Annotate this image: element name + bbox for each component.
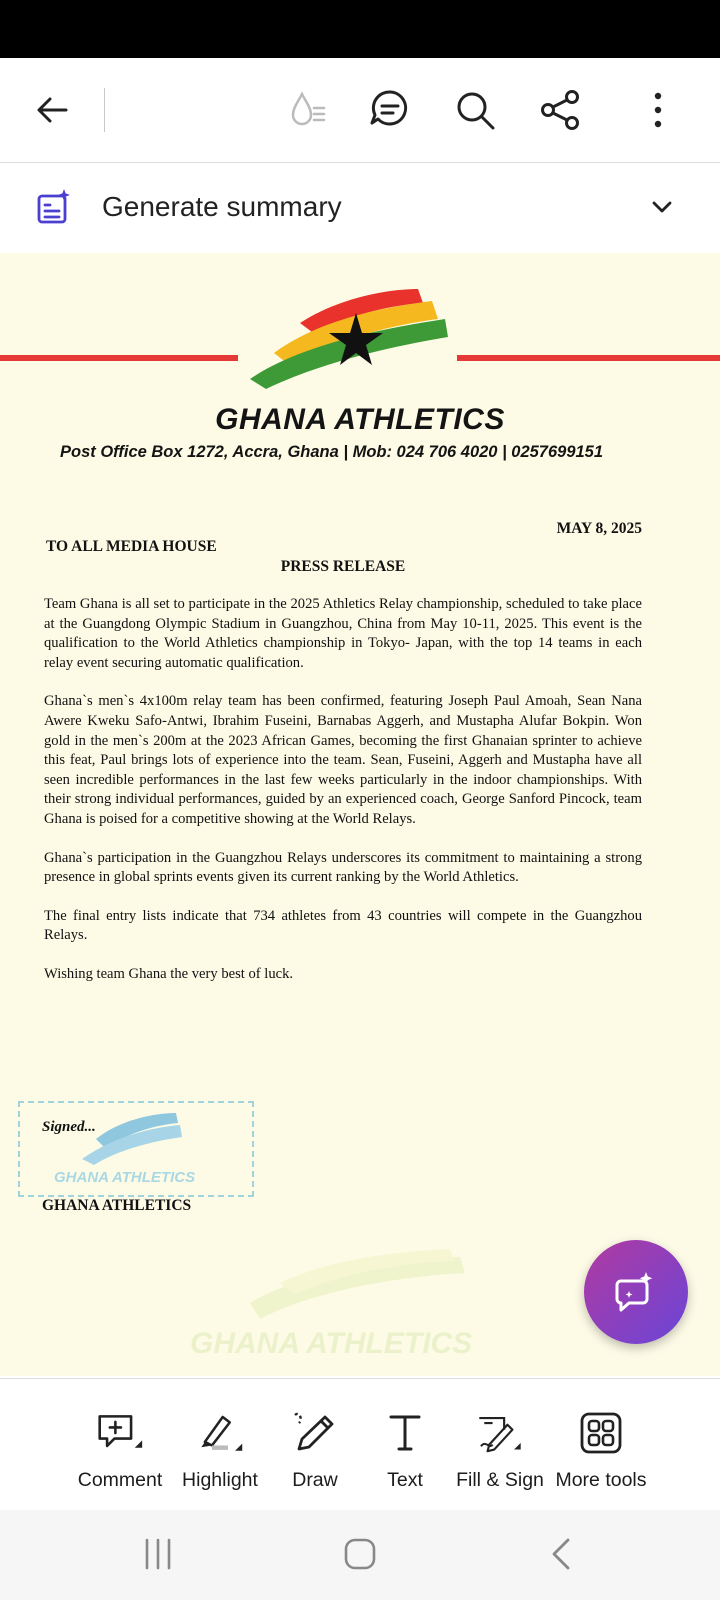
share-button[interactable] <box>530 80 590 140</box>
body-paragraph: The final entry lists indicate that 734 athletes from 43 countries will compete in the Guangzhou Relays. <box>44 907 642 944</box>
text-icon <box>385 1411 425 1455</box>
ai-assistant-button[interactable] <box>584 1240 688 1344</box>
more-tools-label: More tools <box>555 1469 647 1491</box>
body-paragraph: Wishing team Ghana the very best of luck. <box>44 965 294 982</box>
comments-button[interactable] <box>360 80 420 140</box>
letterhead-address: Post Office Box 1272, Accra, Ghana | Mob: 024 706 4020 | 0257699151 <box>60 443 604 461</box>
text-tool[interactable] <box>370 1379 440 1511</box>
comment-tool[interactable] <box>72 1379 168 1511</box>
ai-summary-icon <box>34 187 74 227</box>
comment-add-icon <box>96 1409 144 1457</box>
fill-sign-tool-label: Fill & Sign <box>456 1469 544 1491</box>
recent-apps-icon[interactable] <box>140 1536 176 1572</box>
share-icon <box>538 88 582 132</box>
bottom-tools-bar <box>0 1378 720 1511</box>
watermark-logo <box>160 1243 600 1363</box>
fill-sign-icon <box>476 1409 524 1457</box>
more-options-button[interactable] <box>628 80 688 140</box>
official-stamp <box>18 1101 254 1197</box>
ghana-athletics-logo <box>0 283 720 403</box>
system-navigation-bar <box>0 1510 720 1600</box>
body-paragraph: Ghana`s participation in the Guangzhou Relays underscores its commitment to maintaining a strong presence in global sprints events given its current ranking by the World Athletics. <box>44 849 642 886</box>
chevron-down-icon[interactable] <box>648 193 676 221</box>
top-toolbar <box>0 58 720 163</box>
toolbar-divider <box>104 88 105 132</box>
grid-icon <box>578 1410 624 1456</box>
watermark-graphic <box>160 1243 600 1333</box>
document-date: MAY 8, 2025 <box>556 520 642 537</box>
highlight-tool[interactable] <box>172 1379 268 1511</box>
text-tool-label: Text <box>387 1469 423 1491</box>
pencil-icon <box>291 1409 339 1457</box>
highlighter-icon <box>196 1409 244 1457</box>
document-body <box>44 595 642 1004</box>
stamp-text: GHANA ATHLETICS <box>54 1169 196 1186</box>
more-tools-button[interactable] <box>548 1379 654 1511</box>
arrow-left-icon <box>32 90 72 130</box>
draw-tool[interactable] <box>278 1379 352 1511</box>
body-paragraph: Ghana`s men`s 4x100m relay team has been confirmed, featuring Joseph Paul Amoah, Sean Nana Awere Kweku Safo-Antwi, Ibrahim Fuseini, Barnabas Aggerh, and Mustapha Alufar Bokpin. Won gold in the men`s 200m at the 2023 African Games, becoming the first Ghanaian sprinter to achieve this feat, Paul brings lots of experience into the team. Sean, Fuseini, Aggerh and Mustapha have all seen incredible performances in the last few weeks particularly in the indoor championships. With their strong individual performances, guided by an experienced coach, George Sanford Pincock, team Ghana is poised for a competitive showing at the World Relays. <box>44 693 642 827</box>
back-button[interactable] <box>22 80 82 140</box>
search-icon <box>453 88 497 132</box>
more-vertical-icon <box>648 88 668 132</box>
liquid-mode-button[interactable] <box>278 80 338 140</box>
stamp-logo <box>76 1109 186 1165</box>
body-paragraph: Team Ghana is all set to participate in the 2025 Athletics Relay championship, scheduled to take place at the Guangdong Olympic Stadium in Guangzhou, China from May 10-11, 2025. This event is the qualification to the World Athletics championship in Tokyo- Japan, with the top 14 teams in each relay event securing automatic qualification. <box>44 596 642 671</box>
comment-tool-label: Comment <box>77 1469 163 1491</box>
generate-summary-label: Generate summary <box>102 191 342 222</box>
highlight-tool-label: Highlight <box>182 1469 258 1491</box>
comments-icon <box>366 86 414 134</box>
watermark-text: GHANA ATHLETICS <box>190 1327 473 1360</box>
back-nav-icon[interactable] <box>546 1534 576 1574</box>
document-heading: PRESS RELEASE <box>280 558 406 575</box>
pdf-page[interactable] <box>0 253 720 1376</box>
home-icon[interactable] <box>340 1534 380 1574</box>
document-recipient: TO ALL MEDIA HOUSE <box>46 538 217 555</box>
generate-summary-bar[interactable] <box>0 163 720 253</box>
status-bar <box>0 0 720 58</box>
ai-assistant-icon <box>613 1269 659 1315</box>
letterhead-org-name: GHANA ATHLETICS <box>215 403 505 436</box>
draw-tool-label: Draw <box>292 1469 338 1491</box>
search-button[interactable] <box>445 80 505 140</box>
signed-label: Signed... <box>42 1119 96 1135</box>
liquid-mode-icon <box>284 86 332 134</box>
signature-name: GHANA ATHLETICS <box>42 1197 192 1214</box>
fill-sign-tool[interactable] <box>450 1379 550 1511</box>
